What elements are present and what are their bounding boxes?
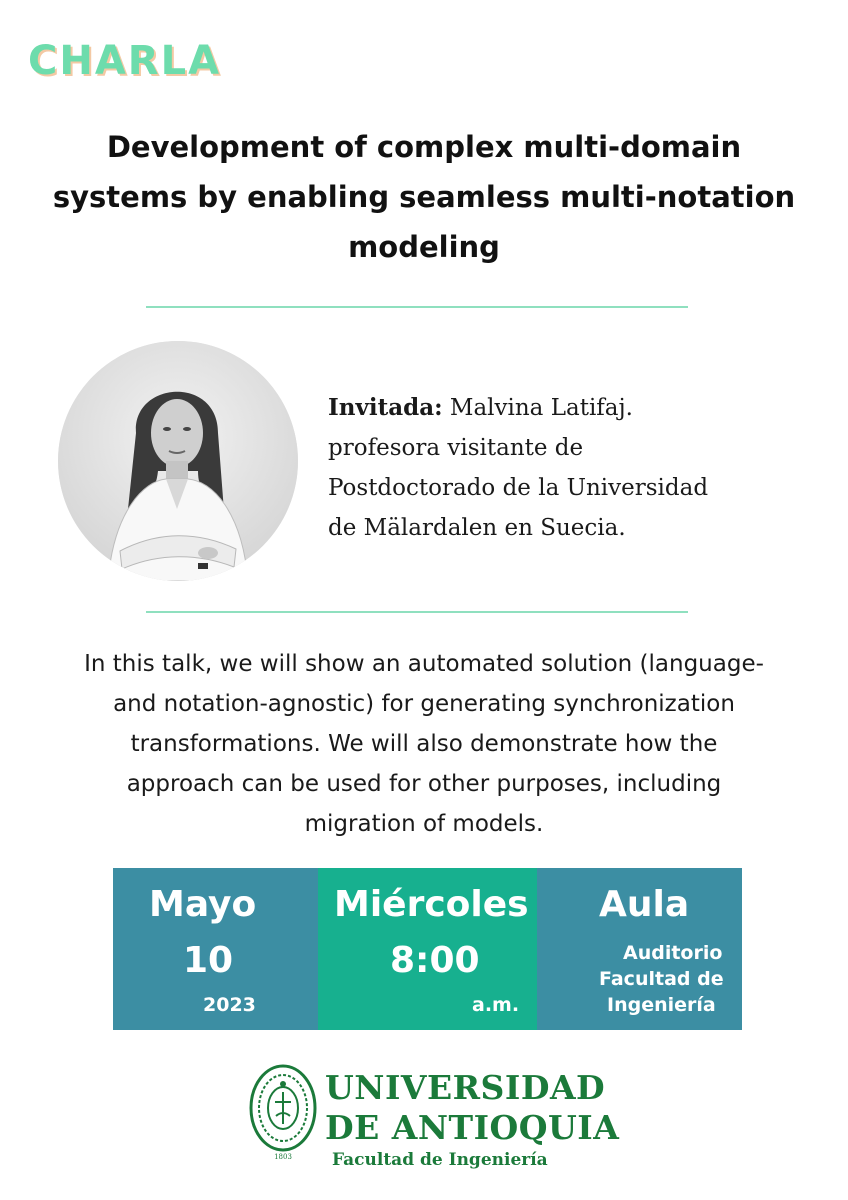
faculty-name: Facultad de Ingeniería [332,1150,548,1170]
place-label: Aula [599,884,690,925]
time-weekday: Miércoles [334,884,529,925]
talk-title-line-3: modeling [348,230,500,264]
abstract-line-5: migration of models. [304,811,544,837]
date-box [113,868,318,1030]
speaker-label: Invitada: [328,394,443,421]
speaker-bio-line-2: profesora visitante de [328,435,584,461]
place-box [537,868,742,1030]
speaker-name-line [328,388,808,428]
divider-top [146,306,688,308]
speaker-bio [328,388,808,548]
time-period: a.m. [472,994,520,1016]
university-name [325,1068,619,1148]
place-line-2: Facultad de [599,968,724,990]
place-name [593,940,743,1018]
university-name-line-2: DE ANTIOQUIA [325,1108,620,1147]
time-box [318,868,537,1030]
abstract-line-1: In this talk, we will show an automated solution (language- [84,651,764,677]
talk-title-line-2: systems by enabling seamless multi-notation [52,180,796,214]
date-year: 2023 [203,994,256,1016]
talk-abstract [30,644,818,844]
abstract-line-3: transformations. We will also demonstrate how the [130,731,718,757]
speaker-bio-line-3: Postdoctorado de la Universidad [328,475,709,501]
university-name-line-1: UNIVERSIDAD [325,1068,606,1107]
talk-title-line-1: Development of complex multi-domain [106,130,742,164]
date-month: Mayo [149,884,257,925]
place-line-3: Ingeniería [607,994,716,1016]
place-line-1: Auditorio [623,942,723,964]
speaker-bio-line-4: de Mälardalen en Suecia. [328,515,626,541]
date-day: 10 [183,940,234,981]
abstract-line-4: approach can be used for other purposes, including [126,771,722,797]
charla-label: CHARLA [28,38,222,84]
university-seal-icon [248,1062,318,1162]
divider-bottom [146,611,688,613]
abstract-line-2: and notation-agnostic) for generating synchronization [113,691,735,717]
speaker-name: Malvina Latifaj. [442,395,633,421]
time-hour: 8:00 [390,940,480,981]
speaker-photo [58,341,298,581]
talk-title [40,122,808,272]
seal-year: 1803 [274,1153,292,1161]
